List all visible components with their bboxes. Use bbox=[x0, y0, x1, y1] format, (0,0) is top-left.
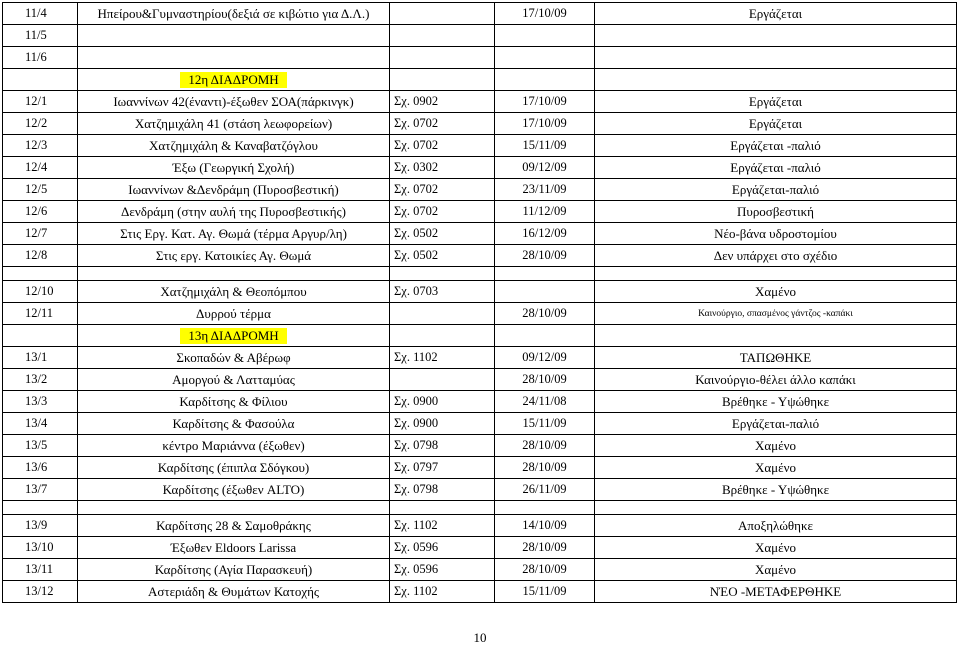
status-cell bbox=[595, 25, 957, 47]
spacer-cell bbox=[390, 267, 495, 281]
ref-cell: Σχ. 1102 bbox=[390, 581, 495, 603]
place-cell bbox=[78, 25, 390, 47]
date-cell: 17/10/09 bbox=[495, 91, 595, 113]
table-row bbox=[3, 47, 957, 69]
status-cell: Χαμένο bbox=[595, 559, 957, 581]
table-row bbox=[3, 537, 957, 559]
ref-cell: Σχ. 0702 bbox=[390, 179, 495, 201]
status-cell: Εργάζεται bbox=[595, 3, 957, 25]
status-cell: Εργάζεται-παλιό bbox=[595, 179, 957, 201]
code-cell: 13/12 bbox=[3, 581, 78, 603]
page-number: 10 bbox=[473, 630, 487, 645]
ref-cell: Σχ. 0900 bbox=[390, 391, 495, 413]
place-cell: Καρδίτσης 28 & Σαμοθράκης bbox=[78, 515, 390, 537]
empty-cell bbox=[595, 69, 957, 91]
spacer-row bbox=[3, 501, 957, 515]
date-cell bbox=[495, 281, 595, 303]
place-cell: Στις εργ. Κατοικίες Αγ. Θωμά bbox=[78, 245, 390, 267]
place-cell: Ηπείρου&Γυμναστηρίου(δεξιά σε κιβώτιο για Δ.Λ.) bbox=[78, 3, 390, 25]
code-cell: 12/7 bbox=[3, 223, 78, 245]
empty-cell bbox=[390, 69, 495, 91]
table-row bbox=[3, 91, 957, 113]
status-cell: Χαμένο bbox=[595, 435, 957, 457]
spacer-cell bbox=[78, 267, 390, 281]
status-cell bbox=[595, 47, 957, 69]
place-cell: Καρδίτσης (Αγία Παρασκευή) bbox=[78, 559, 390, 581]
empty-cell bbox=[3, 325, 78, 347]
code-cell: 12/11 bbox=[3, 303, 78, 325]
table-row bbox=[3, 457, 957, 479]
date-cell: 28/10/09 bbox=[495, 537, 595, 559]
place-cell: Καρδίτσης & Φασούλα bbox=[78, 413, 390, 435]
table-row bbox=[3, 3, 957, 25]
place-cell: Χατζημιχάλη 41 (στάση λεωφορείων) bbox=[78, 113, 390, 135]
place-cell: Έξωθεν Eldoors Larissa bbox=[78, 537, 390, 559]
section-title-label: 12η ΔΙΑΔΡΟΜΗ bbox=[180, 72, 286, 88]
code-cell: 12/1 bbox=[3, 91, 78, 113]
place-cell: Σκοπαδών & Αβέρωφ bbox=[78, 347, 390, 369]
ref-cell: Σχ. 1102 bbox=[390, 347, 495, 369]
ref-cell: Σχ. 0302 bbox=[390, 157, 495, 179]
code-cell: 13/4 bbox=[3, 413, 78, 435]
date-cell: 15/11/09 bbox=[495, 581, 595, 603]
date-cell: 17/10/09 bbox=[495, 113, 595, 135]
date-cell: 28/10/09 bbox=[495, 435, 595, 457]
code-cell: 12/3 bbox=[3, 135, 78, 157]
table-row bbox=[3, 369, 957, 391]
table-row bbox=[3, 281, 957, 303]
status-cell: Εργάζεται-παλιό bbox=[595, 413, 957, 435]
code-cell: 12/8 bbox=[3, 245, 78, 267]
status-cell: Εργάζεται -παλιό bbox=[595, 157, 957, 179]
date-cell: 17/10/09 bbox=[495, 3, 595, 25]
code-cell: 11/6 bbox=[3, 47, 78, 69]
hydrant-table bbox=[2, 2, 957, 603]
section-title bbox=[78, 69, 390, 91]
empty-cell bbox=[495, 325, 595, 347]
date-cell bbox=[495, 25, 595, 47]
table-row bbox=[3, 179, 957, 201]
date-cell: 14/10/09 bbox=[495, 515, 595, 537]
ref-cell: Σχ. 0797 bbox=[390, 457, 495, 479]
code-cell: 13/5 bbox=[3, 435, 78, 457]
status-cell: Εργάζεται bbox=[595, 91, 957, 113]
status-cell: ΤΑΠΩΘΗΚΕ bbox=[595, 347, 957, 369]
ref-cell bbox=[390, 3, 495, 25]
place-cell: Δυρρού τέρμα bbox=[78, 303, 390, 325]
code-cell: 12/2 bbox=[3, 113, 78, 135]
place-cell: Καρδίτσης (έπιπλα Σδόγκου) bbox=[78, 457, 390, 479]
spacer-cell bbox=[3, 501, 78, 515]
code-cell: 11/4 bbox=[3, 3, 78, 25]
spacer-cell bbox=[495, 501, 595, 515]
spacer-cell bbox=[595, 267, 957, 281]
place-cell: Δενδράμη (στην αυλή της Πυροσβεστικής) bbox=[78, 201, 390, 223]
ref-cell: Σχ. 1102 bbox=[390, 515, 495, 537]
date-cell: 28/10/09 bbox=[495, 369, 595, 391]
place-cell: Ιωαννίνων 42(έναντι)-έξωθεν ΣΟΑ(πάρκινγκ) bbox=[78, 91, 390, 113]
date-cell: 09/12/09 bbox=[495, 157, 595, 179]
place-cell: Καρδίτσης & Φίλιου bbox=[78, 391, 390, 413]
date-cell: 09/12/09 bbox=[495, 347, 595, 369]
section-header-row bbox=[3, 69, 957, 91]
ref-cell bbox=[390, 25, 495, 47]
spacer-row bbox=[3, 267, 957, 281]
table-row bbox=[3, 25, 957, 47]
table-row bbox=[3, 581, 957, 603]
section-header-row bbox=[3, 325, 957, 347]
status-cell: ΝΈΟ -ΜΕΤΑΦΕΡΘΗΚΕ bbox=[595, 581, 957, 603]
place-cell bbox=[78, 47, 390, 69]
date-cell: 24/11/08 bbox=[495, 391, 595, 413]
table-row bbox=[3, 201, 957, 223]
empty-cell bbox=[495, 69, 595, 91]
date-cell: 11/12/09 bbox=[495, 201, 595, 223]
ref-cell: Σχ. 0702 bbox=[390, 113, 495, 135]
ref-cell: Σχ. 0900 bbox=[390, 413, 495, 435]
date-cell: 15/11/09 bbox=[495, 413, 595, 435]
date-cell: 15/11/09 bbox=[495, 135, 595, 157]
table-row bbox=[3, 435, 957, 457]
status-cell: Χαμένο bbox=[595, 281, 957, 303]
ref-cell: Σχ. 0502 bbox=[390, 245, 495, 267]
empty-cell bbox=[3, 69, 78, 91]
code-cell: 13/11 bbox=[3, 559, 78, 581]
status-cell: Πυροσβεστική bbox=[595, 201, 957, 223]
code-cell: 12/10 bbox=[3, 281, 78, 303]
spacer-cell bbox=[495, 267, 595, 281]
status-cell: Δεν υπάρχει στο σχέδιο bbox=[595, 245, 957, 267]
place-cell: Έξω (Γεωργική Σχολή) bbox=[78, 157, 390, 179]
spacer-cell bbox=[78, 501, 390, 515]
table-row bbox=[3, 223, 957, 245]
ref-cell bbox=[390, 47, 495, 69]
status-cell: Καινούργιο-θέλει άλλο καπάκι bbox=[595, 369, 957, 391]
place-cell: κέντρο Μαριάννα (έξωθεν) bbox=[78, 435, 390, 457]
status-cell: Βρέθηκε - Υψώθηκε bbox=[595, 479, 957, 501]
table-row bbox=[3, 347, 957, 369]
section-title-label: 13η ΔΙΑΔΡΟΜΗ bbox=[180, 328, 286, 344]
code-cell: 13/7 bbox=[3, 479, 78, 501]
ref-cell: Σχ. 0798 bbox=[390, 435, 495, 457]
code-cell: 13/6 bbox=[3, 457, 78, 479]
code-cell: 13/3 bbox=[3, 391, 78, 413]
date-cell: 28/10/09 bbox=[495, 245, 595, 267]
status-cell: Βρέθηκε - Υψώθηκε bbox=[595, 391, 957, 413]
ref-cell: Σχ. 0798 bbox=[390, 479, 495, 501]
status-cell: Καινούργιο, σπασμένος γάντζος -καπάκι bbox=[595, 303, 957, 325]
code-cell: 13/1 bbox=[3, 347, 78, 369]
place-cell: Χατζημιχάλη & Θεοπόμπου bbox=[78, 281, 390, 303]
code-cell: 11/5 bbox=[3, 25, 78, 47]
table-row bbox=[3, 135, 957, 157]
status-cell: Εργάζεται -παλιό bbox=[595, 135, 957, 157]
ref-cell: Σχ. 0902 bbox=[390, 91, 495, 113]
table-row bbox=[3, 157, 957, 179]
status-cell: Αποξηλώθηκε bbox=[595, 515, 957, 537]
spacer-cell bbox=[3, 267, 78, 281]
ref-cell: Σχ. 0596 bbox=[390, 537, 495, 559]
ref-cell bbox=[390, 369, 495, 391]
date-cell: 26/11/09 bbox=[495, 479, 595, 501]
date-cell bbox=[495, 47, 595, 69]
ref-cell: Σχ. 0703 bbox=[390, 281, 495, 303]
place-cell: Χατζημιχάλη & Καναβατζόγλου bbox=[78, 135, 390, 157]
code-cell: 13/9 bbox=[3, 515, 78, 537]
status-cell: Χαμένο bbox=[595, 537, 957, 559]
code-cell: 13/10 bbox=[3, 537, 78, 559]
table-row bbox=[3, 113, 957, 135]
code-cell: 13/2 bbox=[3, 369, 78, 391]
date-cell: 28/10/09 bbox=[495, 303, 595, 325]
table-row bbox=[3, 559, 957, 581]
date-cell: 28/10/09 bbox=[495, 559, 595, 581]
code-cell: 12/6 bbox=[3, 201, 78, 223]
spacer-cell bbox=[390, 501, 495, 515]
place-cell: Στις Εργ. Κατ. Αγ. Θωμά (τέρμα Αργυρ/λη) bbox=[78, 223, 390, 245]
status-cell: Εργάζεται bbox=[595, 113, 957, 135]
table-row bbox=[3, 515, 957, 537]
date-cell: 16/12/09 bbox=[495, 223, 595, 245]
section-title bbox=[78, 325, 390, 347]
ref-cell: Σχ. 0596 bbox=[390, 559, 495, 581]
spacer-cell bbox=[595, 501, 957, 515]
place-cell: Ιωαννίνων &Δενδράμη (Πυροσβεστική) bbox=[78, 179, 390, 201]
table-row bbox=[3, 391, 957, 413]
table-row bbox=[3, 245, 957, 267]
empty-cell bbox=[595, 325, 957, 347]
place-cell: Αστεριάδη & Θυμάτων Κατοχής bbox=[78, 581, 390, 603]
ref-cell: Σχ. 0702 bbox=[390, 201, 495, 223]
table-row bbox=[3, 479, 957, 501]
empty-cell bbox=[390, 325, 495, 347]
table-row bbox=[3, 413, 957, 435]
ref-cell bbox=[390, 303, 495, 325]
place-cell: Καρδίτσης (έξωθεν ALTO) bbox=[78, 479, 390, 501]
table-row bbox=[3, 303, 957, 325]
code-cell: 12/4 bbox=[3, 157, 78, 179]
status-cell: Χαμένο bbox=[595, 457, 957, 479]
ref-cell: Σχ. 0702 bbox=[390, 135, 495, 157]
date-cell: 28/10/09 bbox=[495, 457, 595, 479]
status-cell: Νέο-βάνα υδροστομίου bbox=[595, 223, 957, 245]
place-cell: Αμοργού & Λατταμύας bbox=[78, 369, 390, 391]
code-cell: 12/5 bbox=[3, 179, 78, 201]
ref-cell: Σχ. 0502 bbox=[390, 223, 495, 245]
date-cell: 23/11/09 bbox=[495, 179, 595, 201]
